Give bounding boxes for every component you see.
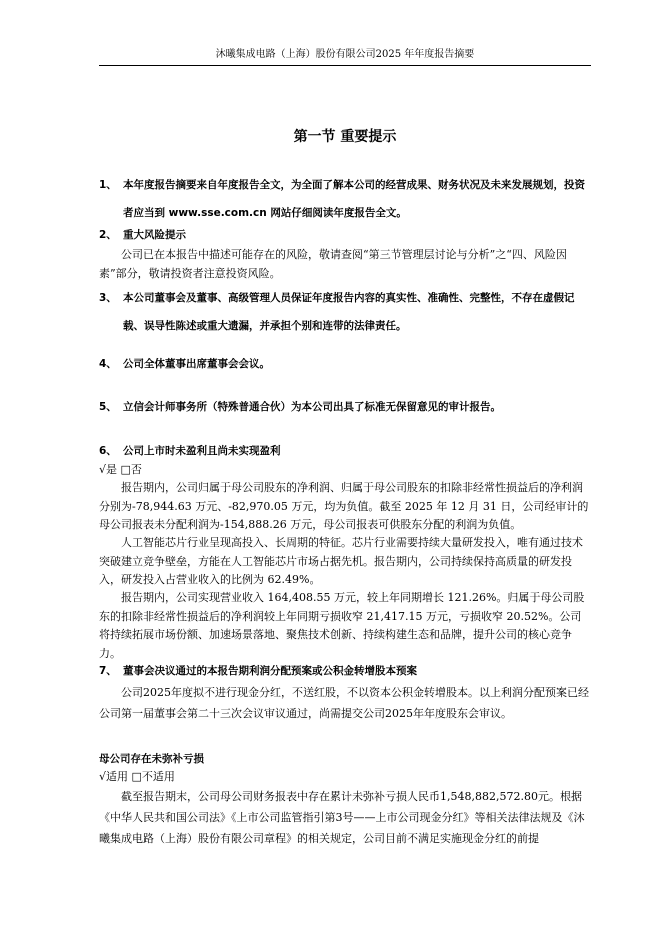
- item-3: [99, 284, 591, 340]
- item-text: 公司全体董事出席董事会会议。: [123, 358, 270, 370]
- item-6-para-3: 报告期内，公司实现营业收入 164,408.55 万元，较上年同期增长 121.26%。归属于母公司股东的扣除非经常性损益后的净利润较上年同期亏损收窄 21,417.15 万元，亏损收窄 20.52%。公司将持续拓展市场份额、加速场景落地、聚焦技术创新、持续构建生态和品牌，提升公司的核心竞争力。: [99, 591, 585, 660]
- item-2: [99, 225, 591, 246]
- item-number: 3、: [99, 292, 117, 304]
- item-text: 重大风险提示: [123, 229, 186, 241]
- section-title: 第一节 重要提示: [293, 129, 397, 145]
- item-1: [99, 171, 591, 227]
- item-7-body: 公司2025年度拟不进行现金分红，不送红股，不以资本公积金转增股本。以上利润分配预案已经公司第一届董事会第二十三次会议审议通过，尚需提交公司2025年年度股东会审议。: [99, 686, 589, 720]
- item-number: 2、: [99, 229, 117, 241]
- item-number: 7、: [99, 665, 117, 677]
- item-number: 6、: [99, 445, 117, 457]
- item-text: 公司上市时未盈利且尚未实现盈利: [123, 445, 281, 457]
- item-text: 董事会决议通过的本报告期利润分配预案或公积金转增股本预案: [123, 665, 417, 677]
- item-text: 本年度报告摘要来自年度报告全文，为全面了解本公司的经营成果、财务状况及未来发展规划，投资者应当到 www.sse.com.cn 网站仔细阅读年度报告全文。: [123, 179, 585, 219]
- item-number: 1、: [99, 179, 117, 191]
- deficit-body: 截至报告期末，公司母公司财务报表中存在累计未弥补亏损人民币1,548,882,572.80元。根据《中华人民共和国公司法》《上市公司监管指引第3号——上市公司现金分红》等相关法律法规及《沐曦集成电路（上海）股份有限公司章程》的相关规定，公司目前不满足实施现金分红的前提: [99, 790, 585, 845]
- item-number: 4、: [99, 358, 117, 370]
- item-text: 本公司董事会及董事、高级管理人员保证年度报告内容的真实性、准确性、完整性，不存在虚假记载、误导性陈述或重大遗漏，并承担个别和连带的法律责任。: [123, 292, 575, 332]
- item-6-para-2: 人工智能芯片行业呈现高投入、长周期的特征。芯片行业需要持续大量研发投入，唯有通过技术突破建立竞争壁垒，方能在人工智能芯片市场占据先机。报告期内，公司持续保持高质量的研发投入，研发投入占营业收入的比例为 62.49%。: [99, 536, 583, 586]
- item-7: [99, 661, 591, 682]
- deficit-check: √适用 □不适用: [99, 770, 175, 783]
- item-number: 5、: [99, 401, 117, 413]
- item-4: [99, 354, 591, 375]
- item-text: 立信会计师事务所（特殊普通合伙）为本公司出具了标准无保留意见的审计报告。: [123, 401, 501, 413]
- page-header: 沐曦集成电路（上海）股份有限公司2025 年年度报告摘要: [99, 48, 591, 66]
- deficit-title: 母公司存在未弥补亏损: [99, 753, 204, 765]
- item-6: [99, 441, 591, 462]
- item-6-para-1: 报告期内，公司归属于母公司股东的净利润、归属于母公司股东的扣除非经常性损益后的净利润分别为-78,944.63 万元、-82,970.05 万元，均为负值。截至 2025 年 12 月 31 日，公司经审计的母公司报表未分配利润为-154,888.26 万元，母公司报表可供股东分配的利润为负值。: [99, 481, 589, 531]
- item-6-check: √是 □否: [99, 463, 142, 476]
- item-5: [99, 397, 591, 418]
- item-2-body: 公司已在本报告中描述可能存在的风险，敬请查阅“第三节管理层讨论与分析”之“四、风险因素”部分，敬请投资者注意投资风险。: [99, 248, 567, 280]
